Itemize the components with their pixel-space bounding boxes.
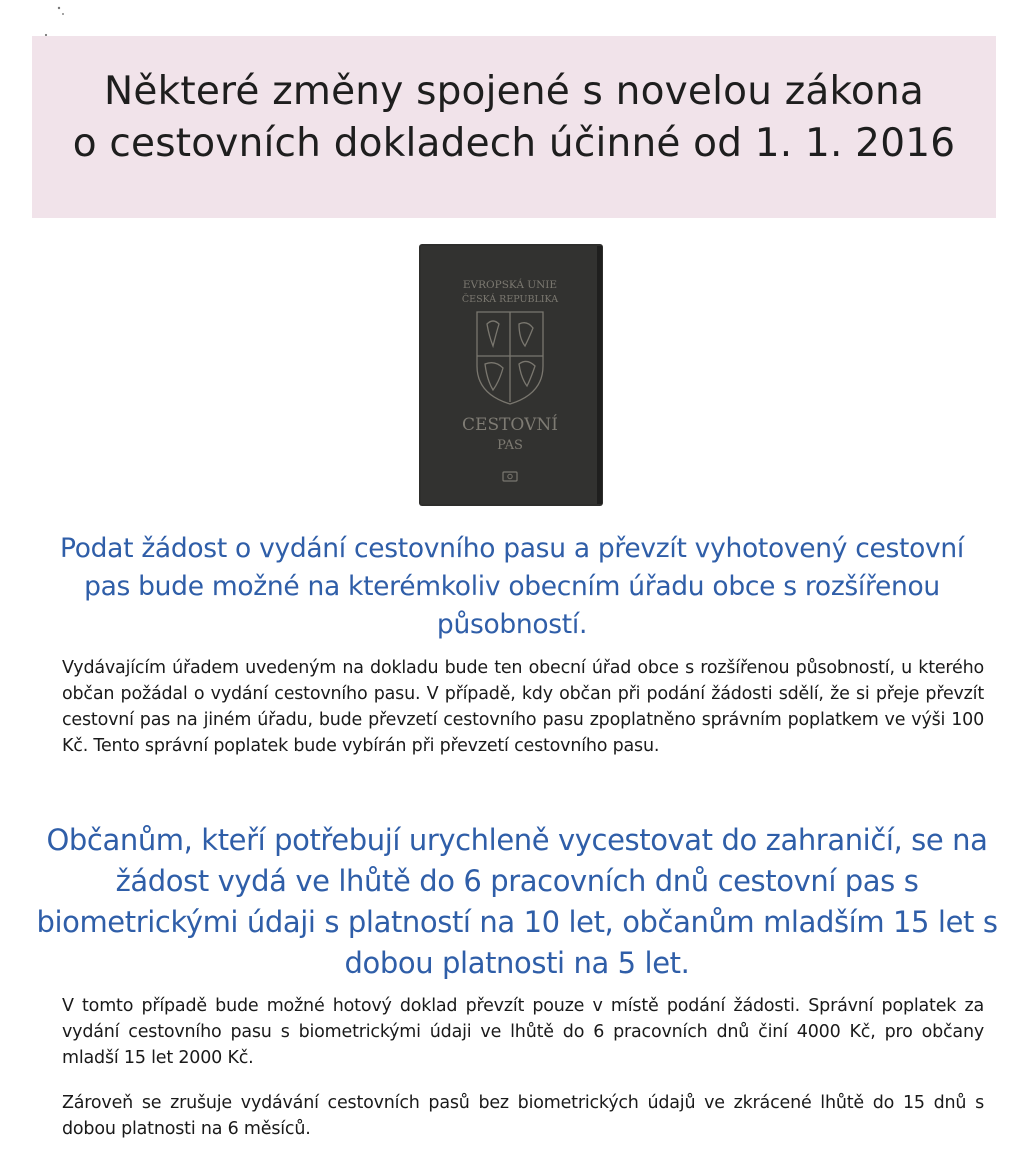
passport-cover-image [419,244,603,506]
paragraph-fee-urgent: V tomto případě bude možné hotový doklad převzít pouze v místě podání žádosti. Správní poplatek za vydání cestovního pasu s biometrickými údaji ve lhůtě do 6 pracovních dnů činí 4000 Kč, pro občany mladší 15 let 2000 Kč. [62,996,984,1068]
title-line-1: Některé změny spojené s novelou zákona [104,69,924,114]
paragraph-cancellation: Zároveň se zrušuje vydávání cestovních pasů bez biometrických údajů ve zkrácené lhůtě do 15 dnů s dobou platnosti na 6 měsíců. [62,1093,984,1139]
title-banner [32,36,996,218]
passport-bottom-text-2: PAS [497,438,523,453]
heading-urgent-passport: Občanům, kteří potřebují urychleně vycestovat do zahraničí, se na žádost vydá ve lhůtě do 6 pracovních dnů cestovní pas s biometrickými údaji s platností na 10 let, občanům mladším 15 let s dobou platnosti na 5 let. [36,823,998,980]
title-line-2: o cestovních dokladech účinné od 1. 1. 2016 [72,121,956,166]
passport-top-text-1: EVROPSKÁ UNIE [462,279,558,291]
paragraph-issuing-office: Vydávajícím úřadem uvedeným na dokladu bude ten obecní úřad obce s rozšířenou působností, u kterého občan požádal o vydání cestovního pasu. V případě, kdy občan při podání žádosti sdělí, že si přeje převzít cestovní pas na jiném úřadu, bude převzetí cestovního pasu zpoplatněno správním poplatkem ve výši 100 Kč. Tento správní poplatek bude vybírán při převzetí cestovního pasu. [62,658,984,756]
passport-top-text-2: ČESKÁ REPUBLIKA [461,294,559,305]
passport-bottom-text-1: CESTOVNÍ [462,415,558,435]
heading-application-anywhere: Podat žádost o vydání cestovního pasu a převzít vyhotovený cestovní pas bude možné na kterémkoliv obecním úřadu obce s rozšířenou působností. [60,533,964,640]
